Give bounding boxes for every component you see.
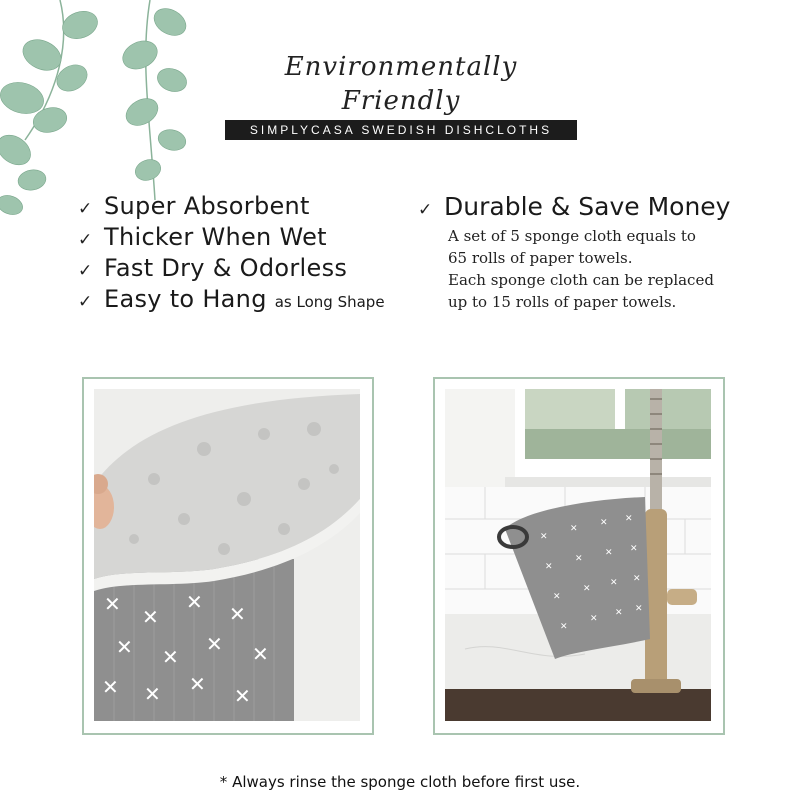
feature-label: Super Absorbent — [104, 192, 310, 220]
svg-text:✕: ✕ — [102, 675, 119, 699]
svg-text:✕: ✕ — [189, 672, 206, 696]
svg-text:✕: ✕ — [206, 632, 223, 656]
svg-text:✕: ✕ — [625, 514, 633, 524]
svg-text:✕: ✕ — [575, 554, 583, 564]
svg-text:✕: ✕ — [630, 544, 638, 554]
feature-sublabel: as Long Shape — [274, 293, 385, 311]
feature-item — [418, 192, 748, 223]
feature-right — [418, 192, 748, 313]
cloth-closeup-image — [94, 389, 360, 721]
feature-item — [78, 223, 385, 254]
description-line: 65 rolls of paper towels. — [448, 249, 633, 267]
feature-label: Thicker When Wet — [104, 223, 327, 251]
svg-text:✕: ✕ — [545, 562, 553, 572]
svg-text:✕: ✕ — [540, 532, 548, 542]
feature-item — [78, 192, 385, 223]
svg-text:✕: ✕ — [560, 622, 568, 632]
feature-item — [78, 285, 385, 316]
svg-text:✕: ✕ — [610, 578, 618, 588]
feature-item — [78, 254, 385, 285]
check-icon: ✓ — [78, 230, 93, 250]
svg-text:✕: ✕ — [142, 605, 159, 629]
svg-text:✕: ✕ — [590, 614, 598, 624]
svg-text:✕: ✕ — [635, 604, 643, 614]
svg-text:✕: ✕ — [116, 635, 133, 659]
svg-text:✕: ✕ — [633, 574, 641, 584]
script-title: Environmentally Friendly — [284, 52, 518, 116]
feature-list-left — [78, 192, 385, 316]
description-line: A set of 5 sponge cloth equals to — [448, 227, 696, 245]
feature-label: Easy to Hang — [104, 285, 267, 313]
feature-label: Fast Dry & Odorless — [104, 254, 348, 282]
faucet-scene-image — [445, 389, 711, 721]
svg-text:✕: ✕ — [229, 602, 246, 626]
svg-text:✕: ✕ — [553, 592, 561, 602]
svg-text:✕: ✕ — [104, 592, 121, 616]
check-icon: ✓ — [418, 200, 433, 220]
brand-banner: SIMPLYCASA SWEDISH DISHCLOTHS — [225, 120, 577, 140]
header — [225, 50, 577, 140]
description-line: Each sponge cloth can be replaced — [448, 271, 714, 289]
svg-text:✕: ✕ — [162, 645, 179, 669]
check-icon: ✓ — [78, 261, 93, 281]
svg-text:✕: ✕ — [252, 642, 269, 666]
photo-cloth-on-faucet — [433, 377, 725, 735]
svg-text:✕: ✕ — [234, 684, 251, 708]
svg-text:✕: ✕ — [615, 608, 623, 618]
svg-text:✕: ✕ — [186, 590, 203, 614]
check-icon: ✓ — [78, 199, 93, 219]
feature-description — [448, 225, 748, 313]
svg-text:✕: ✕ — [600, 518, 608, 528]
svg-text:✕: ✕ — [570, 524, 578, 534]
svg-text:✕: ✕ — [583, 584, 591, 594]
feature-label: Durable & Save Money — [444, 192, 731, 221]
check-icon: ✓ — [78, 292, 93, 312]
photo-cloth-closeup — [82, 377, 374, 735]
description-line: up to 15 rolls of paper towels. — [448, 293, 677, 311]
svg-text:✕: ✕ — [605, 548, 613, 558]
footnote: * Always rinse the sponge cloth before first use. — [219, 773, 581, 791]
svg-text:✕: ✕ — [144, 682, 161, 706]
